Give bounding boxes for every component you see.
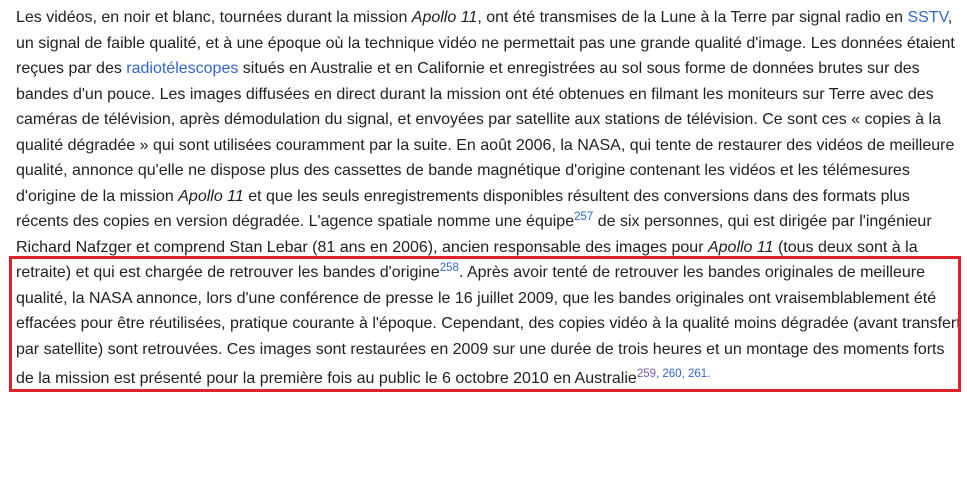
reference-separator: , [681, 368, 688, 380]
article-paragraph [16, 5, 961, 388]
reference-link-259[interactable]: 259 [636, 368, 656, 380]
italic-title: Apollo 11 [707, 238, 774, 256]
text-line: par satellite) sont retrouvées. Ces images sont restaurées en 2009 sur une durée de trois heures et un montage des moments forts [16, 340, 945, 358]
text-line: qualité, la NASA annonce, lors d'une conférence de presse le 16 juillet 2009, que les bandes originales ont vraisemblablement été [16, 289, 937, 307]
text-line: bandes d'un pouce. Les images diffusées en direct durant la mission ont été obtenues en filmant les moniteurs sur Terre avec des [16, 85, 934, 103]
text-line: Les vidéos, en noir et blanc, tournées durant la mission Apollo 11, ont été transmises de la Lune à la Terre par signal radio en SSTV, [16, 9, 953, 26]
reference-separator: , [656, 368, 663, 380]
text-line: qualité dégradée » qui sont utilisées couramment par la suite. En août 2006, la NASA, qui tente de restaurer des vidéos de meilleure [16, 136, 955, 154]
text-line: récents des copies en version dégradée. L'agence spatiale nomme une équipe$^{257}$ de six personnes, qui est dirigée par l'ingénieur [16, 211, 932, 230]
italic-title: Apollo 11 [178, 187, 244, 205]
reference-link-257[interactable]: 257 [574, 211, 594, 223]
text-line: retraite) et qui est chargée de retrouver les bandes d'origine$^{258}$. Après avoir tenté de retrouver les bandes originales de meilleure [16, 262, 925, 281]
reference-link-258[interactable]: 258 [439, 262, 459, 274]
text-line: de la mission est présenté pour la première fois au public le 6 octobre 2010 en Australie$^{259,}$ $^{260,}$ $^{261.}$ [16, 368, 711, 387]
text-line: d'origine de la mission Apollo 11 et que les seuls enregistrements disponibles résultent des conversions dans des formats plus [16, 187, 910, 205]
reference-link-261[interactable]: 261 [687, 368, 708, 380]
text-line: un signal de faible qualité, et à une époque où la technique vidéo ne permettait pas une grande qualité d'image. Les données étaient [16, 34, 955, 52]
radiotelescopes-link[interactable]: radiotélescopes [126, 60, 239, 77]
italic-title: Apollo 11 [411, 9, 478, 26]
reference-end: . [707, 368, 711, 380]
reference-link-260[interactable]: 260 [662, 368, 682, 380]
sstv-link[interactable]: SSTV [907, 9, 948, 26]
text-line: effacées pour être réutilisées, pratique courante à l'époque. Cependant, des copies vidéo à la qualité moins dégradée (avant transfert [16, 315, 961, 332]
text-line: caméras de télévision, après démodulation du signal, et envoyées par satellite aux stations de télévision. Ce sont ces « copies à la [16, 111, 941, 128]
text-line: Richard Nafzger et comprend Stan Lebar (81 ans en 2006), ancien responsable des images pour Apollo 11 (tous deux sont à la [16, 238, 918, 256]
text-line: qualité, annonce qu'elle ne dispose plus des cassettes de bande magnétique d'origine contenant les vidéos et les télémesures [16, 162, 910, 179]
text-line: reçues par des radiotélescopes situés en Australie et en Californie et enregistrées au sol sous forme de données brutes sur des [16, 60, 920, 77]
